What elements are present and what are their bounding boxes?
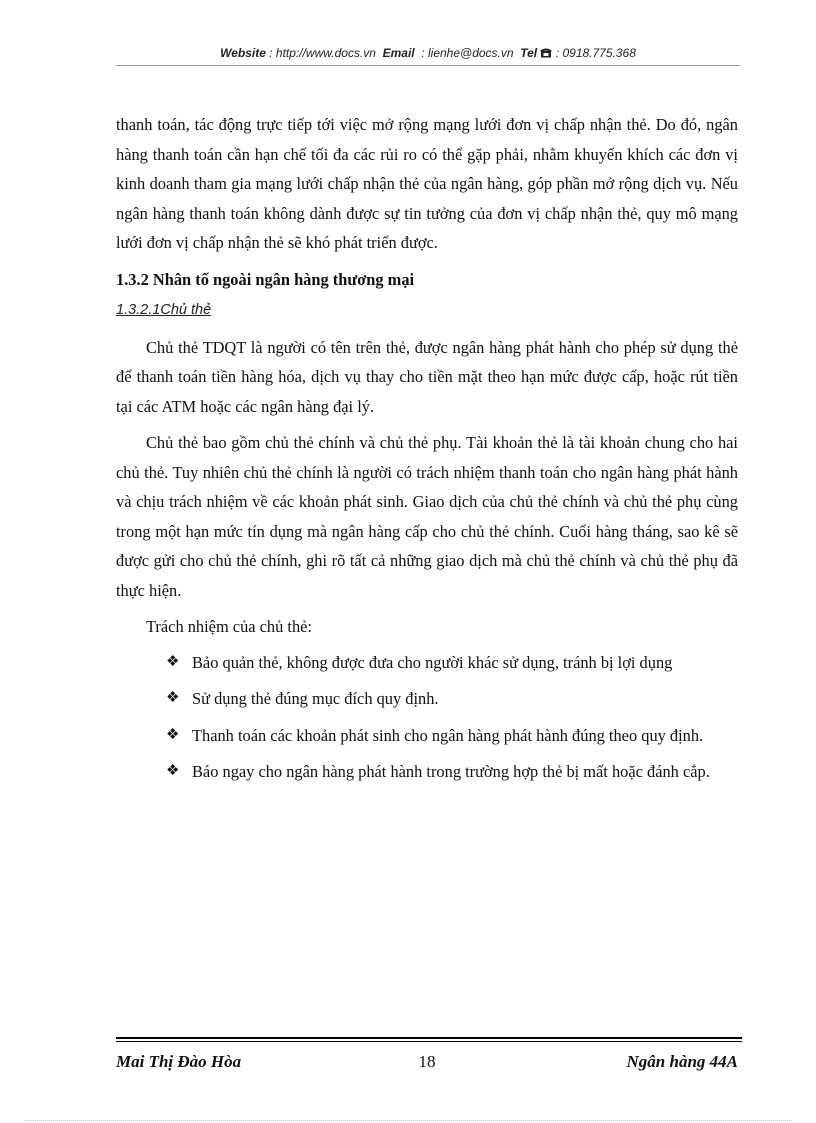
diamond-bullet-icon: ❖ — [166, 690, 180, 706]
footer-class-name: Ngân hàng 44A — [626, 1052, 738, 1071]
diamond-bullet-icon: ❖ — [166, 653, 180, 670]
website-value: : http://www.docs.vn — [269, 46, 376, 60]
list-item: ❖ Báo ngay cho ngân hàng phát hành trong trường hợp thẻ bị mất hoặc đánh cắp. — [166, 757, 738, 787]
footer-author: Mai Thị Đào Hòa — [116, 1052, 242, 1071]
phone-icon — [540, 46, 555, 60]
list-item: ❖ Sử dụng thẻ đúng mục đích quy định. — [166, 684, 738, 714]
footer-divider-thin — [116, 1041, 742, 1042]
page-body — [116, 110, 738, 794]
diamond-bullet-icon: ❖ — [166, 763, 180, 779]
diamond-bullet-icon: ❖ — [166, 726, 180, 743]
list-item: ❖ Thanh toán các khoản phát sinh cho ngân hàng phát hành đúng theo quy định. — [166, 721, 738, 751]
responsibility-intro: Trách nhiệm của chủ thẻ: — [146, 617, 312, 636]
tel-value: : 0918.775.368 — [555, 46, 636, 60]
page-footer — [116, 1052, 738, 1076]
paragraph-card-holder-types: Chủ thẻ bao gồm chủ thẻ chính và chủ thẻ phụ. Tài khoản thẻ là tài khoản chung cho hai chủ thẻ. Tuy nhiên chủ thẻ chính là người có trách nhiệm thanh toán cho ngân hàng phát hành và chịu trách nhiệm về các khoản phát sinh. Giao dịch của chủ thẻ chính và chủ thẻ phụ cùng trong một hạn mức tín dụng mà ngân hàng cấp cho chủ thẻ chính. Cuối hàng tháng, sao kê sẽ được gửi cho chủ thẻ chính, ghi rõ tất cả những giao dịch mà chủ thẻ chính và chủ thẻ phụ đã thực hiện. — [116, 433, 738, 600]
subsection-heading: 1.3.2.1Chủ thẻ — [116, 302, 212, 318]
header-divider — [116, 65, 740, 66]
page-header — [116, 46, 740, 60]
page-bottom-dotted-line — [24, 1120, 792, 1121]
paragraph-continued: thanh toán, tác động trực tiếp tới việc mở rộng mạng lưới đơn vị chấp nhận thẻ. Do đó, ngân hàng thanh toán cần hạn chế tối đa các rủi ro có thể gặp phải, nhằm khuyến khích các đơn vị kinh doanh tham gia mạng lưới chấp nhận thẻ của ngân hàng, góp phần mở rộng dịch vụ. Nếu ngân hàng thanh toán không dành được sự tin tưởng của đơn vị chấp nhận thẻ, quy mô mạng lưới đơn vị chấp nhận thẻ sẽ khó phát triển được. — [116, 115, 738, 252]
email-label: Email — [382, 46, 415, 60]
paragraph-card-holder-definition: Chủ thẻ TDQT là người có tên trên thẻ, được ngân hàng phát hành cho phép sử dụng thẻ để thanh toán tiền hàng hóa, dịch vụ thay cho tiền mặt theo hạn mức được cấp, hoặc rút tiền tại các ATM hoặc các ngân hàng đại lý. — [116, 337, 738, 416]
list-item: ❖ Bảo quản thẻ, không được đưa cho người khác sử dụng, tránh bị lợi dụng — [166, 648, 738, 678]
section-heading: 1.3.2 Nhân tố ngoài ngân hàng thương mại — [116, 269, 415, 289]
tel-label: Tel — [520, 46, 538, 60]
footer-divider-thick — [116, 1037, 742, 1039]
email-value: : lienhe@docs.vn — [421, 46, 514, 60]
responsibility-list — [116, 648, 738, 787]
page-number: 18 — [418, 1052, 436, 1071]
website-label: Website — [220, 46, 266, 60]
